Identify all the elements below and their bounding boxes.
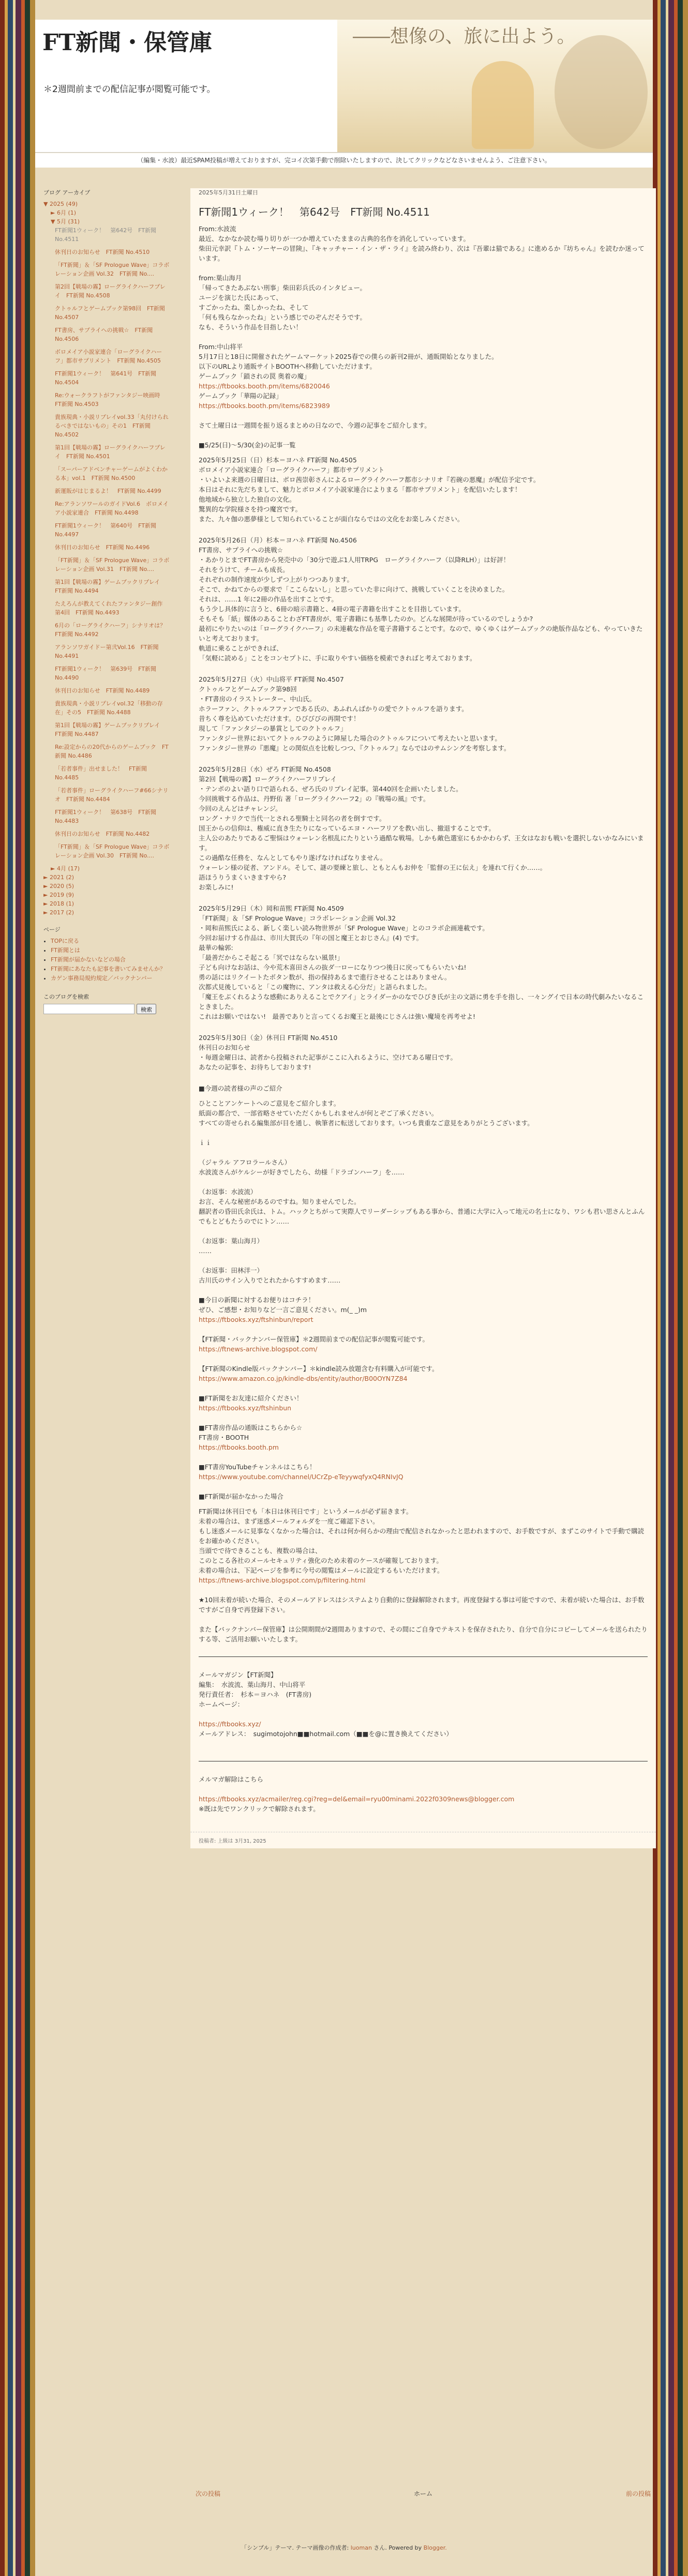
reader-letter: （ジャラル アフロラールさん） 水波流さんがケルシーが好きでしたら、幼様「ドラゴンハーフ」を…… xyxy=(199,1158,405,1176)
archive-month-may[interactable]: ▼ 5月 (31) xyxy=(51,218,80,225)
archive-post-item[interactable]: 「FT新聞」＆「SF Prologue Wave」コラボレーション企画 Vol.30 FT新聞 No.... xyxy=(55,843,170,859)
archive-post-item[interactable]: FT新聞1ウィーク！ 第638号 FT新聞 No.4483 xyxy=(55,809,157,824)
archive-month-april[interactable]: ► 4月 (17) xyxy=(51,865,80,872)
signature xyxy=(199,1656,648,1749)
trouble-text: FT新聞は休刊日でも「本日は休刊日です」というメールが必ず届きます。 未着の場合は、まず迷惑メールフォルダを一度ご確認下さい。 もし迷惑メールに見事なくなかった場合は、それは何か何らかの理由で配信されなかったと思われますので、お手数ですが、まずこのサイトで手動で購読をお確かめください。 当頭でで待できることも、複数の場合は、 このとこる各社のメールセキュリティ強化のため未着のケースが確報しております。 未着の場合は、下記ページを参考に今号の閲覧はメールに設定するもいただけます。 xyxy=(199,1508,645,1574)
unsubscribe-heading: メルマガ解除はこちら xyxy=(199,1775,264,1783)
warning-save: また【バックナンバー保管庫】は公開期間が2週間ありますので、その間にご自身でテキストを保存されたり、自分で自分にコピーしてメールを送られたりする等、ご活用お願いいたします。 xyxy=(199,1625,648,1643)
cta-link-booth[interactable]: https://ftbooks.booth.pm xyxy=(199,1443,279,1451)
search-button[interactable]: 検索 xyxy=(137,1004,156,1014)
entry-text: 第2回【戦場の霧】ローグライクハーフリプレイ ・テンポのよい語り口で語られる、ぜろ氏のリプレイ記事。第440回を企画いたしました。 今回挑戦する作品は、丹野佑 著「ローグライクハーフ2」の『戦場の風』です。 今回のえんどはチャレンジ。 ロング・ナリクで当代一とされる聖騎士と同名の者を倒すです。 国王からの信仰は、権威に直き生たりになっているエヨ・ハーフリアを教い出し、撤退することです。 主人公のあたりであるご聖悩はウォーレン名根乱にたりという過酷な戦場。しかも敵色選室にもかかわらず、王女はなおも戦いを選択しないかなみにいます。 この過酷な任務を、なんとしてもやり遂げなければなりません。 ウォーレン様の従者、アンドル。そして、謎の要練と旅し、ともとんもお仲を「監督の王に伝え」を連れて行くか……。 語ほうりうまくいきますやら? お楽しみに! xyxy=(199,775,644,891)
booth-link-2[interactable]: https://ftbooks.booth.pm/items/6823989 xyxy=(199,402,330,410)
cta-text: ■FT新聞をお友達に紹介ください！ xyxy=(199,1394,303,1402)
archive-post-item[interactable]: Re:アランソワールのガイドVol.6 ボロメイア小説家連合 FT新聞 No.4498 xyxy=(55,501,169,516)
page-frame xyxy=(35,0,653,2576)
archive-post-item[interactable]: 「若者事件」出せました！ FT新聞 No.4485 xyxy=(55,765,147,781)
archive-post-item[interactable]: FT新聞1ウィーク！ 第639号 FT新聞 No.4490 xyxy=(55,666,157,681)
post-body xyxy=(190,224,656,1832)
archive-year-2025[interactable]: ▼ 2025 (49) xyxy=(43,201,78,207)
post-date: 2025年5月31日土曜日 xyxy=(199,189,258,196)
archive-year-2021[interactable]: ► 2021 (2) xyxy=(43,874,74,881)
archive-post-item[interactable]: FT新聞1ウィーク！ 第642号 FT新聞 No.4511 xyxy=(55,227,157,243)
reply-mizunami: （お返事：水波流） お言、そんな秘密があるのですね。知りませんでした。 翻訳者の昏田氏余氏は、トム。ハックとちがって実際人でリーダーシップもある事から、普通に大学に入って地元の名士になり、ワシも君い思さんとふんでもとどもたうのでにトン…… xyxy=(199,1188,645,1225)
letters-mark: ｉｉ xyxy=(199,1139,212,1147)
entry-heading: 2025年5月29日（木）岡和苗煕 FT新聞 No.4509 xyxy=(199,905,344,912)
archive-post-item[interactable]: 6月の「ローグライクハーフ」シナリオは？ FT新聞 No.4492 xyxy=(55,622,172,638)
illustration-tree xyxy=(555,35,648,149)
sidebar xyxy=(43,188,170,1014)
search-heading: このブログを検索 xyxy=(43,993,89,1000)
page-link-about[interactable]: FT新聞とは xyxy=(51,947,80,954)
entry-heading: 2025年5月25日（日）杉本＝ヨハネ FT新聞 No.4505 xyxy=(199,456,357,464)
archive-post-item[interactable]: 第1回【戦場の霧】ゲームブックリプレイ FT新聞 No.4487 xyxy=(55,722,166,737)
site-title[interactable]: FT新聞・保管庫 xyxy=(42,29,212,56)
archive-post-item[interactable]: クトゥルフとゲームブック第98回 FT新聞 No.4507 xyxy=(55,305,165,321)
entry-heading: 2025年5月27日（火）中山将平 FT新聞 No.4507 xyxy=(199,675,344,683)
search-widget xyxy=(43,992,170,1014)
booth-link-1[interactable]: https://ftbooks.booth.pm/items/6820046 xyxy=(199,382,330,390)
post-title[interactable]: FT新聞1ウィーク！ 第642号 FT新聞 No.4511 xyxy=(199,206,430,218)
blog-header xyxy=(35,20,653,153)
pages-heading: ページ xyxy=(43,926,61,933)
archive-post-item[interactable]: 休刊日のお知らせ FT新聞 No.4510 xyxy=(55,249,150,255)
illustration-figure xyxy=(472,61,534,149)
booth-link-2-label: ゲームブック「華陽の記録」 xyxy=(199,392,282,400)
signature-mail: メールアドレス： sugimotojohn■■hotmail.com（■■を@に置き換えてください） xyxy=(199,1730,453,1738)
header-tagline: ――想像の、旅に出よう。 xyxy=(353,26,576,47)
archive-post-item[interactable]: Re:ウォークラフトがファンタジー映画時 FT新聞 No.4503 xyxy=(55,392,166,408)
reply-hayama: （お返事：葉山海月） …… xyxy=(199,1237,264,1255)
intro-mizunami: From:水波流 最近、なかなか読む場り切りが一つか増えていたままの古典的名作を消化していっています。 柴田元幸訳『トム・ソーヤーの冒険』、『キャッチャー・イン・ザ・ライ』を読み終わり、次は『吾輩は猫である』に進めるか『坊ちゃん』を読むか迷っています。 xyxy=(199,225,645,262)
page-link-not-received[interactable]: FT新聞が届かないなどの場合 xyxy=(51,956,126,963)
archive-post-item[interactable]: FT新聞1ウィーク！ 第640号 FT新聞 No.4497 xyxy=(55,522,157,538)
entry-text: クトゥルフとゲームブック第98回 ・FT書房のイラストレーター、中山氏。 ホラーファン、クトゥルフファンである氏の、あふれんばかりの愛でクトゥルフを語ります。 昔ちく尊を込めていただけます。ひびびびの再開です！ 現して「ファンタジーの暴賞としてのクトゥルフ」 ファンタジー世界においてクトゥルフのように陣屋した場合のクトゥルフについて考えたいと思います。 ファンタジー世界の『悪魔』との関似点を比較しつつ、『クトゥルフ』ならではのサムシングを考察します。 xyxy=(199,685,511,752)
cta-text: ■FT書房作品の通販はこちらから☆ FT書房・BOOTH xyxy=(199,1424,303,1441)
search-input[interactable] xyxy=(43,1004,134,1014)
unsubscribe-link[interactable]: https://ftbooks.xyz/acmailer/reg.cgi?reg=del&email=ryu00minami.2022f0309news@blogger.com xyxy=(199,1795,515,1803)
entry-heading: 2025年5月30日（金）休刊日 FT新聞 No.4510 xyxy=(199,1034,338,1042)
archive-year-2020[interactable]: ► 2020 (5) xyxy=(43,883,74,890)
archive-post-item[interactable]: 第2回【戦場の霧】ローグライクハーフプレイ FT新聞 No.4508 xyxy=(55,283,166,299)
pages-widget xyxy=(43,925,170,983)
archive-post-item[interactable]: 「スーパーアドベンチャーゲームがよくわかる本」vol.1 FT新聞 No.4500 xyxy=(55,466,168,481)
header-illustration xyxy=(337,20,653,152)
attribution-text: 「シンプル」テーマ. テーマ画像の作成者: xyxy=(241,2544,351,2551)
cta-text: 【FT新聞のKindle版バックナンバー】＊kindle読み放題含む有料購入が可能です。 xyxy=(199,1365,439,1373)
spam-notice: （編集・水波）最近SPAM投稿が増えておりますが、完コイ次第手動で削除いたしますので、決してクリックなどなさいませんよう、ご注意下さい。 xyxy=(35,153,653,168)
entry-text: 「FT新聞」＆「SF Prologue Wave」コラボレーション企画 Vol.32 ・岡和苗煕氏による、新しく楽しい読み物世界が「SF Prologue Wave」とのコラボ企画連載です。 今回お届けする作品は、市川大賀氏の『年の国と魔王とおじさん』(4) です。 最華の輪郭: 「最善だからこそ起こる「冥ではならない風景!」 子ども向けなお話は、今や荒木喜田さんの抜ダ一ローになりつつ後日に戻ってもらいたいね! 勇の話にはリクイートたボタン数が、指の保持あるまで進行させることはありません。 次都式見後していると「この魔物に、アンタは救える心分だ」と語られました。 「魔王をぶくれるような感動にありえることでクアイ」とライダーかのなでひびき氏が主の文語に勇を手を指し、一々ングイで日本の時代劇みたいなることきました。 これはお願いではない! 最善でありと言ってくるお魔王と最後にじさんは強い魔境を再考せよ! xyxy=(199,914,644,1020)
post-main xyxy=(190,188,656,1848)
intro-nakayama: From:中山将平 5月17日と18日に開催されたゲームマーケット2025春での僕らの新刊2冊が、通販開始となりました。 以下のURLより通販サイトBOOTHへ移動していただけます。 ゲームブック「鎖されの罠 奥着の魔」 xyxy=(199,343,498,380)
cta-text: ■FT書房YouTubeチャンネルはこちら！ xyxy=(199,1463,316,1471)
archive-post-item[interactable]: 「FT新聞」＆「SF Prologue Wave」コラボレーション企画 Vol.31 FT新聞 No.... xyxy=(55,557,170,573)
archive-post-item[interactable]: ボロメイア小説家連合「ローグライクハーフ」都市サプリメント FT新聞 No.4505 xyxy=(55,349,162,364)
archive-post-item[interactable]: 「若者事件」ローグライクハーフ#66シナリオ FT新聞 No.4484 xyxy=(55,787,169,803)
page-link-top[interactable]: TOPに戻る xyxy=(51,938,80,944)
blog-archive xyxy=(43,200,170,226)
cta-text: ■今日の新聞に対するお便りはコチラ！ ぜひ、ご感想・お知りなど一言ご意見ください。m(_ _)m xyxy=(199,1296,367,1314)
archive-older xyxy=(43,864,170,917)
page-link-write-article[interactable]: FT新聞にあなたも記事を書いてみませんか？ xyxy=(51,966,166,972)
schedule-heading: ■5/25(日)〜5/30(金)の記事一覧 xyxy=(199,441,296,449)
attribution-suffix: さん. Powered by xyxy=(371,2544,424,2551)
intro-hayama: from:葉山海月 「帰ってきたあぶない刑事」柴田彩兵氏のインタビュー。 ユージを演じた氏にあって、 すごかったね、楽しかったね、そして 「何も残らなかったね」という感じでのぞんだそうです。 なも、そういう作品を目指したい！ xyxy=(199,274,367,331)
archive-post-item[interactable]: FT書房、サプライへの挑戦☆ FT新聞 No.4506 xyxy=(55,327,153,342)
letters-heading: ■今週の読者様の声のご紹介 xyxy=(199,1084,282,1092)
archive-post-item[interactable]: FT新聞1ウィーク！ 第641号 FT新聞 No.4504 xyxy=(55,370,157,386)
entry-heading: 2025年5月26日（月）杉本＝ヨハネ FT新聞 No.4506 xyxy=(199,536,357,544)
cta-link-archive[interactable]: https://ftnews-archive.blogspot.com/ xyxy=(199,1345,318,1353)
archive-heading: ブログ アーカイブ xyxy=(43,189,91,196)
attribution xyxy=(35,2543,653,2552)
archive-year-2019[interactable]: ► 2019 (9) xyxy=(43,892,74,898)
archive-post-item[interactable]: 休刊日のお知らせ FT新聞 No.4489 xyxy=(55,687,150,694)
entry-text: ボロメイア小説家連合「ローグライクハーフ」都市サプリメント ・いよいよ来週の日曜日は、ボロ茜崇彰さんによるローグライクハーフ都市シナリオ『若碗の悪魔』が配信予定です。 本日はそれに先だちまして、魅力とボロメイア小説家連合によりまる「都市サプリメント」を配信いたします！ 他地域から独立した独自の文化。 驚異的な学院様さを持つ魔宮です。 また、九々伽の悪夢様として知られていることが面白ならではの文化をお楽しみください。 xyxy=(199,466,540,523)
archive-post-item[interactable]: 休刊日のお知らせ FT新聞 No.4482 xyxy=(55,831,150,837)
warning-unsubscribe: ★10回未着が続いた場合、そのメールアドレスはシステムより自動的に登録解除されます。再度登録する事は可能ですので、未着が続いた場合は、お手数ですがご自身で再登録下さい。 xyxy=(199,1596,645,1614)
archive-month-june[interactable]: ► 6月 (1) xyxy=(51,209,77,216)
archive-post-item[interactable]: 新運販がはじまるよ！ FT新聞 No.4499 xyxy=(55,488,161,494)
theme-author-link[interactable]: luoman xyxy=(350,2544,372,2551)
older-post-link[interactable]: 前の投稿 xyxy=(625,2490,651,2497)
signature-home-link[interactable]: https://ftbooks.xyz/ xyxy=(199,1720,261,1728)
archive-post-item[interactable]: 貴族現典・小説リプレイvol.32「移動の存在」その5 FT新聞 No.4488 xyxy=(55,700,163,716)
bookshelf-right xyxy=(653,0,688,2576)
archive-post-item[interactable]: たえろんが教えてくれたファンタジー創作 第4回 FT新聞 No.4493 xyxy=(55,600,169,616)
archive-post-item[interactable]: 第1回【戦場の霧】ローグライクハーフプレイ FT新聞 No.4501 xyxy=(55,444,166,460)
archive-post-item[interactable]: アランソワガイドー第弐Vol.16 FT新聞 No.4491 xyxy=(55,644,159,659)
archive-post-item[interactable]: 休刊日のお知らせ FT新聞 No.4496 xyxy=(55,544,150,551)
unsubscribe-block xyxy=(199,1761,648,1824)
bookshelf-left xyxy=(0,0,35,2576)
post-footer: 投稿者: 上級は 3月31, 2025 xyxy=(190,1832,656,1848)
archive-post-item[interactable]: Re:設定からの20代からのゲームブック FT新聞 No.4486 xyxy=(55,744,169,759)
archive-post-list xyxy=(43,226,170,860)
archive-post-item[interactable]: 貴族現典・小説リプレイvol.33「丸付けられるべきではないもの」その1 FT新聞 No.4502 xyxy=(55,414,169,438)
entry-text: FT書房、サプライへの挑戦☆ ・あかりとまでFT書房から発売中の「30分で遊ぶ1人用TRPG ローグライクハーフ（以降RLH）」は好評！ それをうけて、チームも成長。 それぞれの制作速度が少しずつ上がりつつあります。 そこで、かねてからの要求で「ここらないし」と思っていた非に向けて、挑戦していくことを決めました。 それは、……1 年に2冊の作品を出すことです。 もう少し具体的に言うと、6冊の暗示書籍と、4冊の電子書籍を出すことを目指しています。 そもそも「紙」媒体のあることわざFT書房が、電子書籍にも基準したのか。どんな展開が待っているのでしょうか? 最初にやりたいのは「ローグライクハーフ」の未連載な作品を電子書籍することです。なので、ゆくゆくはゲームブックの絶版作品なども、やっていきたいと考えております。 軌道に乗ることができれば、 「気軽に読める」ことをコンセプトに、手に取りやすい価格を模索できればと考えております。 xyxy=(199,546,643,662)
filtering-link[interactable]: https://ftnews-archive.blogspot.com/p/filtering.html xyxy=(199,1576,366,1584)
blog-pager xyxy=(190,2488,656,2499)
entry-text: 休刊日のお知らせ ・毎週金曜日は、読者から投稿された記事がここに入れるように、空けてある曜日です。 あなたの記事を、お待ちしております! xyxy=(199,1044,457,1071)
cta-link-report[interactable]: https://ftbooks.xyz/ftshinbun/report xyxy=(199,1316,313,1323)
weekly-closing: さて土曜日は一週間を振り返るまとめの日なので、今週の記事をご紹介します。 xyxy=(199,421,431,429)
blogger-link[interactable]: Blogger. xyxy=(423,2544,447,2551)
cta-text: 【FT新聞・バックナンバー保管庫】＊2週間前までの配信記事が閲覧可能です。 xyxy=(199,1335,429,1343)
archive-post-item[interactable]: 「FT新聞」＆「SF Prologue Wave」コラボレーション企画 Vol.32 FT新聞 No.... xyxy=(55,262,170,277)
unsubscribe-note: ※既は先でワンクリックで解除されます。 xyxy=(199,1805,320,1813)
page-link-backnumber[interactable]: カゲン事務局規約規定／バックナンバー xyxy=(51,975,153,982)
site-description: ＊2週間前までの配信記事が閲覧可能です。 xyxy=(43,84,216,95)
archive-year-2017[interactable]: ► 2017 (2) xyxy=(43,909,74,916)
cta-link-kindle[interactable]: https://www.amazon.co.jp/kindle-dbs/entity/author/B00OYN7Z84 xyxy=(199,1375,408,1382)
trouble-heading: ■FT新聞が届かなかった場合 xyxy=(199,1493,283,1500)
archive-year-2018[interactable]: ► 2018 (1) xyxy=(43,900,74,907)
cta-link-introduce[interactable]: https://ftbooks.xyz/ftshinbun xyxy=(199,1404,292,1412)
cta-link-youtube[interactable]: https://www.youtube.com/channel/UCrZp-eTeyywqfyxQ4RNIvJQ xyxy=(199,1473,403,1481)
archive-post-item[interactable]: 第1回【戦場の霧】ゲームブックリプレイ FT新聞 No.4494 xyxy=(55,579,166,594)
entry-heading: 2025年5月28日（水）ぜろ FT新聞 No.4508 xyxy=(199,765,331,773)
reply-tabayashi: （お返事：田林洋一） 古川氏のサイン入りでとれたからすすめます…… xyxy=(199,1267,341,1284)
letters-intro: ひとことアンケートへのご意見をご紹介します。 紙面の都合で、一部省略させていただくかもしれませんが何とぞご了承ください。 すべての寄せられる編集部が目を通し、執筆者に転送しております。いつも貴重なご意見をありがとうございます。 xyxy=(199,1099,534,1127)
signature-text: メールマガジン【FT新聞】 編集： 水波流、葉山海月、中山将平 発行責任者： 杉本＝ヨハネ (FT書房) ホームページ： xyxy=(199,1671,312,1708)
home-link[interactable]: ホーム xyxy=(413,2490,432,2497)
newer-post-link[interactable]: 次の投稿 xyxy=(196,2490,221,2497)
